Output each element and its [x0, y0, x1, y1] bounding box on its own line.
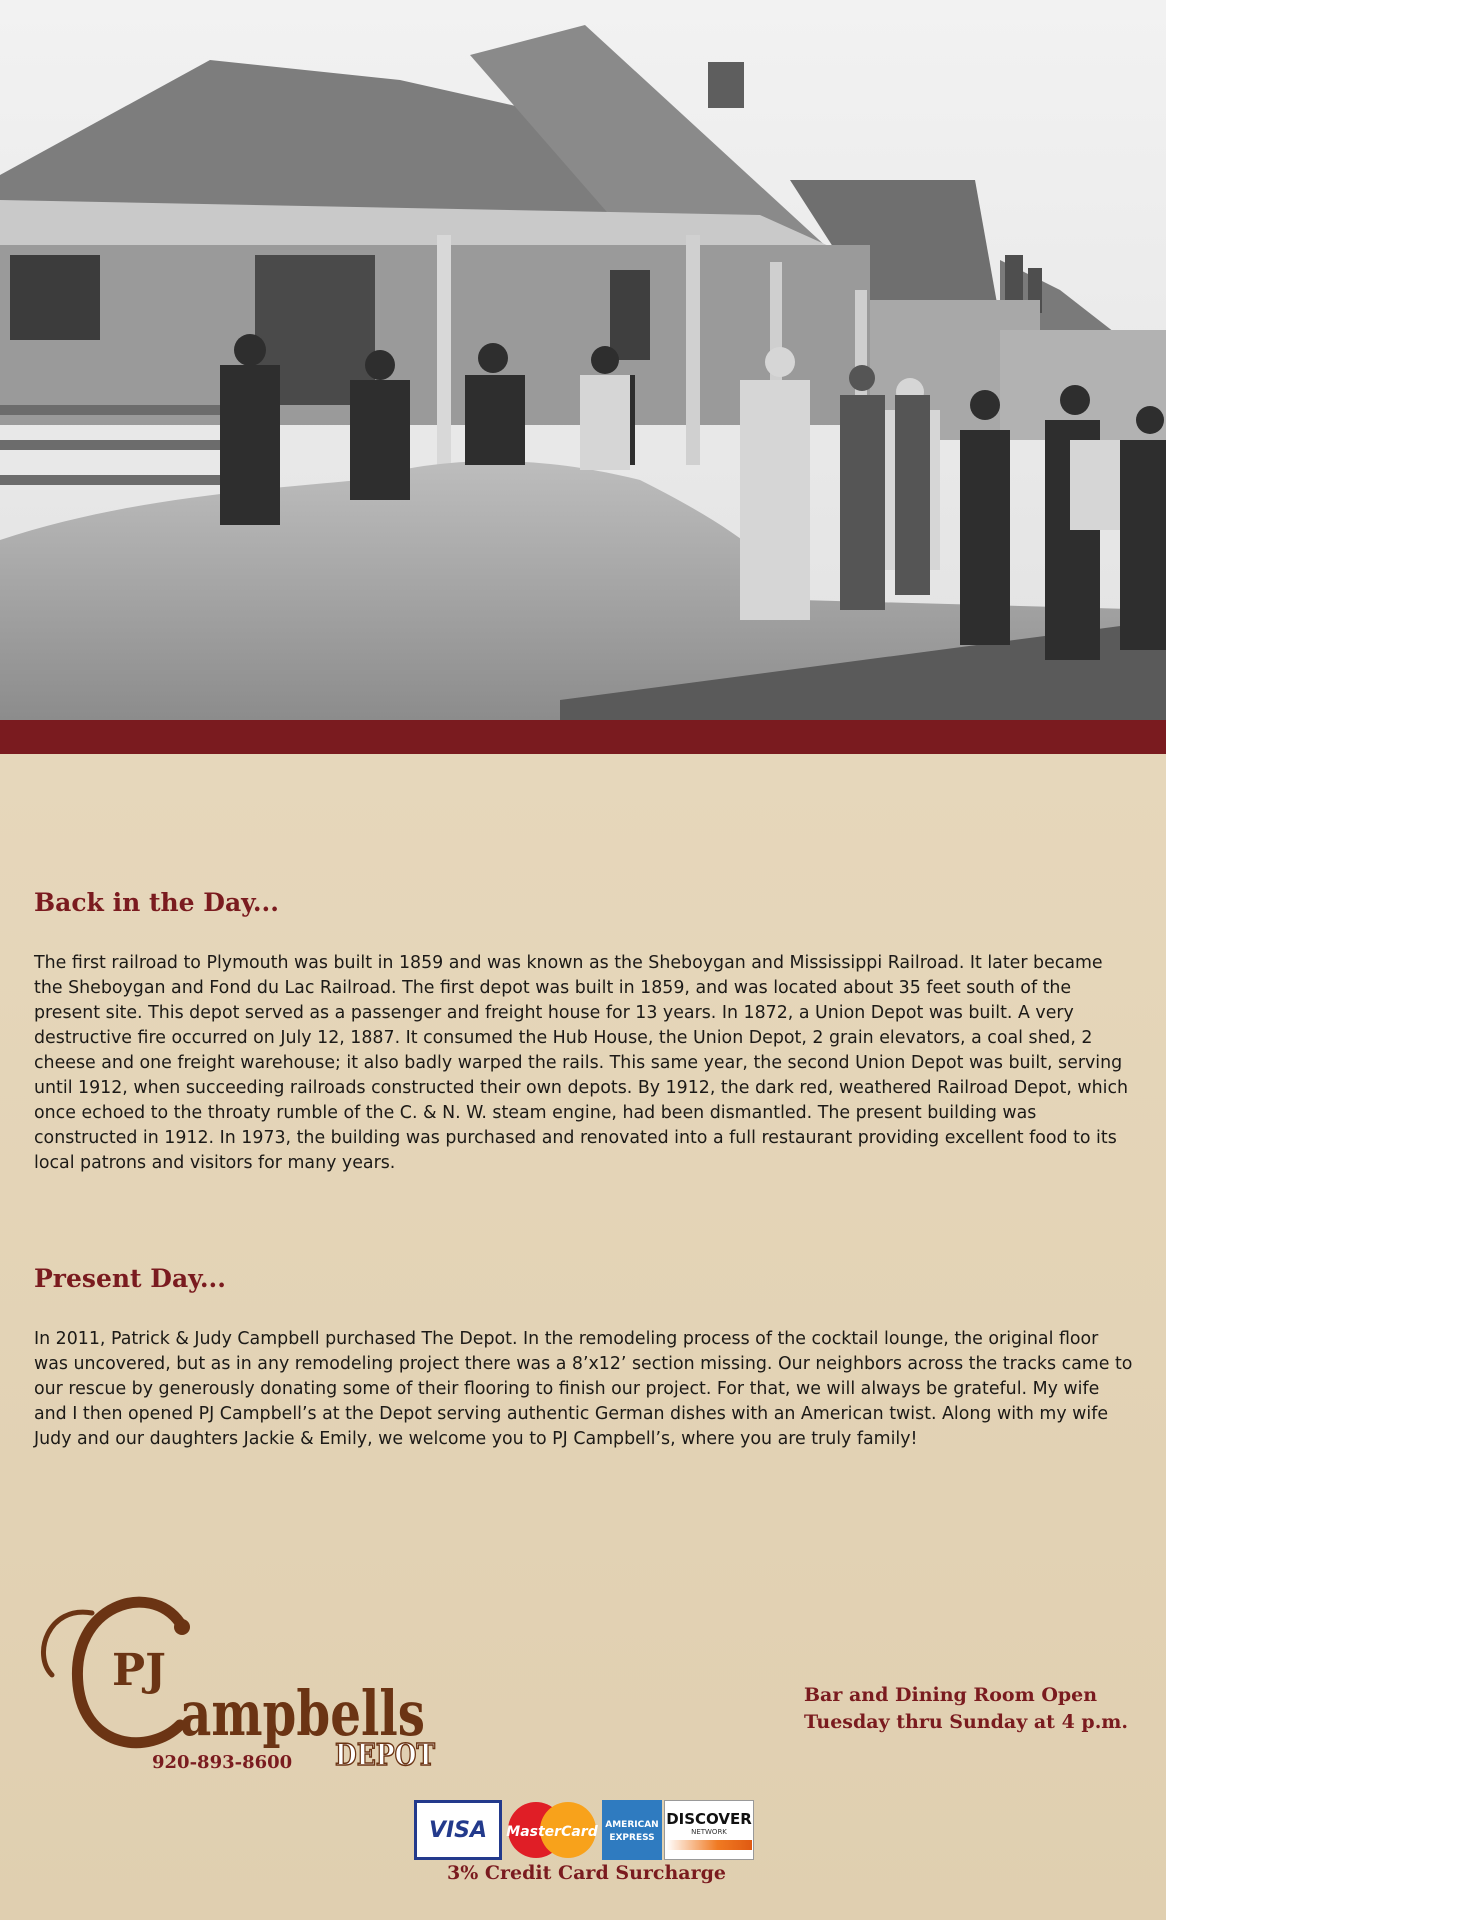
accepted-cards	[414, 1800, 754, 1860]
mastercard-icon	[504, 1800, 600, 1860]
hours-line-1: Bar and Dining Room Open	[804, 1684, 1098, 1706]
visa-card-icon	[414, 1800, 502, 1860]
section-body-present: In 2011, Patrick & Judy Campbell purchased The Depot. In the remodeling process of the cocktail lounge, the original floor was uncovered, but as in any remodeling project there was a 8’x12’ section missing. Our neighbors across the tracks came to our rescue by generously donating some of their flooring to finish our project. For that, we will always be grateful. My wife and I then opened PJ Campbell’s at the Depot serving authentic German dishes with an American twist. Along with my wife Judy and our daughters Jackie & Emily, we welcome you to PJ Campbell’s, where you are truly family!	[34, 1329, 1133, 1449]
logo-initials: PJ	[112, 1645, 166, 1696]
logo-name: ampbells	[180, 1677, 425, 1750]
phone-number: 920-893-8600	[152, 1752, 293, 1773]
section-heading-present: Present Day...	[34, 1264, 226, 1293]
discover-stripe	[666, 1840, 752, 1850]
mastercard-label: MasterCard	[506, 1824, 598, 1840]
section-heading-history: Back in the Day...	[34, 888, 279, 917]
pj-campbells-depot-logo	[30, 1585, 450, 1775]
amex-artwork	[602, 1800, 662, 1860]
amex-line-2: EXPRESS	[609, 1833, 655, 1843]
credit-card-surcharge-note: 3% Credit Card Surcharge	[447, 1862, 726, 1884]
accent-band	[0, 720, 1166, 754]
logo-depot: DEPOT	[335, 1738, 436, 1773]
opening-hours	[804, 1682, 1128, 1736]
section-body-history: The first railroad to Plymouth was built in 1859 and was known as the Sheboygan and Mississippi Railroad. It later became the Sheboygan and Fond du Lac Railroad. The first depot was built in 1859, and was located about 35 feet south of the present site. This depot served as a passenger and freight house for 13 years. In 1872, a Union Depot was built. A very destructive fire occurred on July 12, 1887. It consumed the Hub House, the Union Depot, 2 grain elevators, a coal shed, 2 cheese and one freight warehouse; it also badly warped the rails. This same year, the second Union Depot was built, serving until 1912, when succeeding railroads constructed their own depots. By 1912, the dark red, weathered Railroad Depot, which once echoed to the throaty rumble of the C. & N. W. steam engine, had been dismantled. The present building was constructed in 1912. In 1973, the building was purchased and renovated into a full restaurant providing excellent food to its local patrons and visitors for many years.	[34, 953, 1129, 1173]
hours-line-2: Tuesday thru Sunday at 4 p.m.	[804, 1711, 1129, 1733]
mastercard-artwork	[504, 1800, 600, 1860]
discover-label: DISCOVER	[666, 1810, 752, 1828]
amex-line-1: AMERICAN	[605, 1820, 659, 1830]
visa-label: VISA	[428, 1817, 488, 1843]
historic-depot-photo	[0, 0, 1166, 720]
logo-artwork	[30, 1585, 450, 1775]
depot-photo-illustration	[0, 0, 1166, 720]
discover-sub-label: NETWORK	[691, 1828, 727, 1836]
discover-card-icon	[664, 1800, 754, 1860]
amex-card-icon	[602, 1800, 662, 1860]
